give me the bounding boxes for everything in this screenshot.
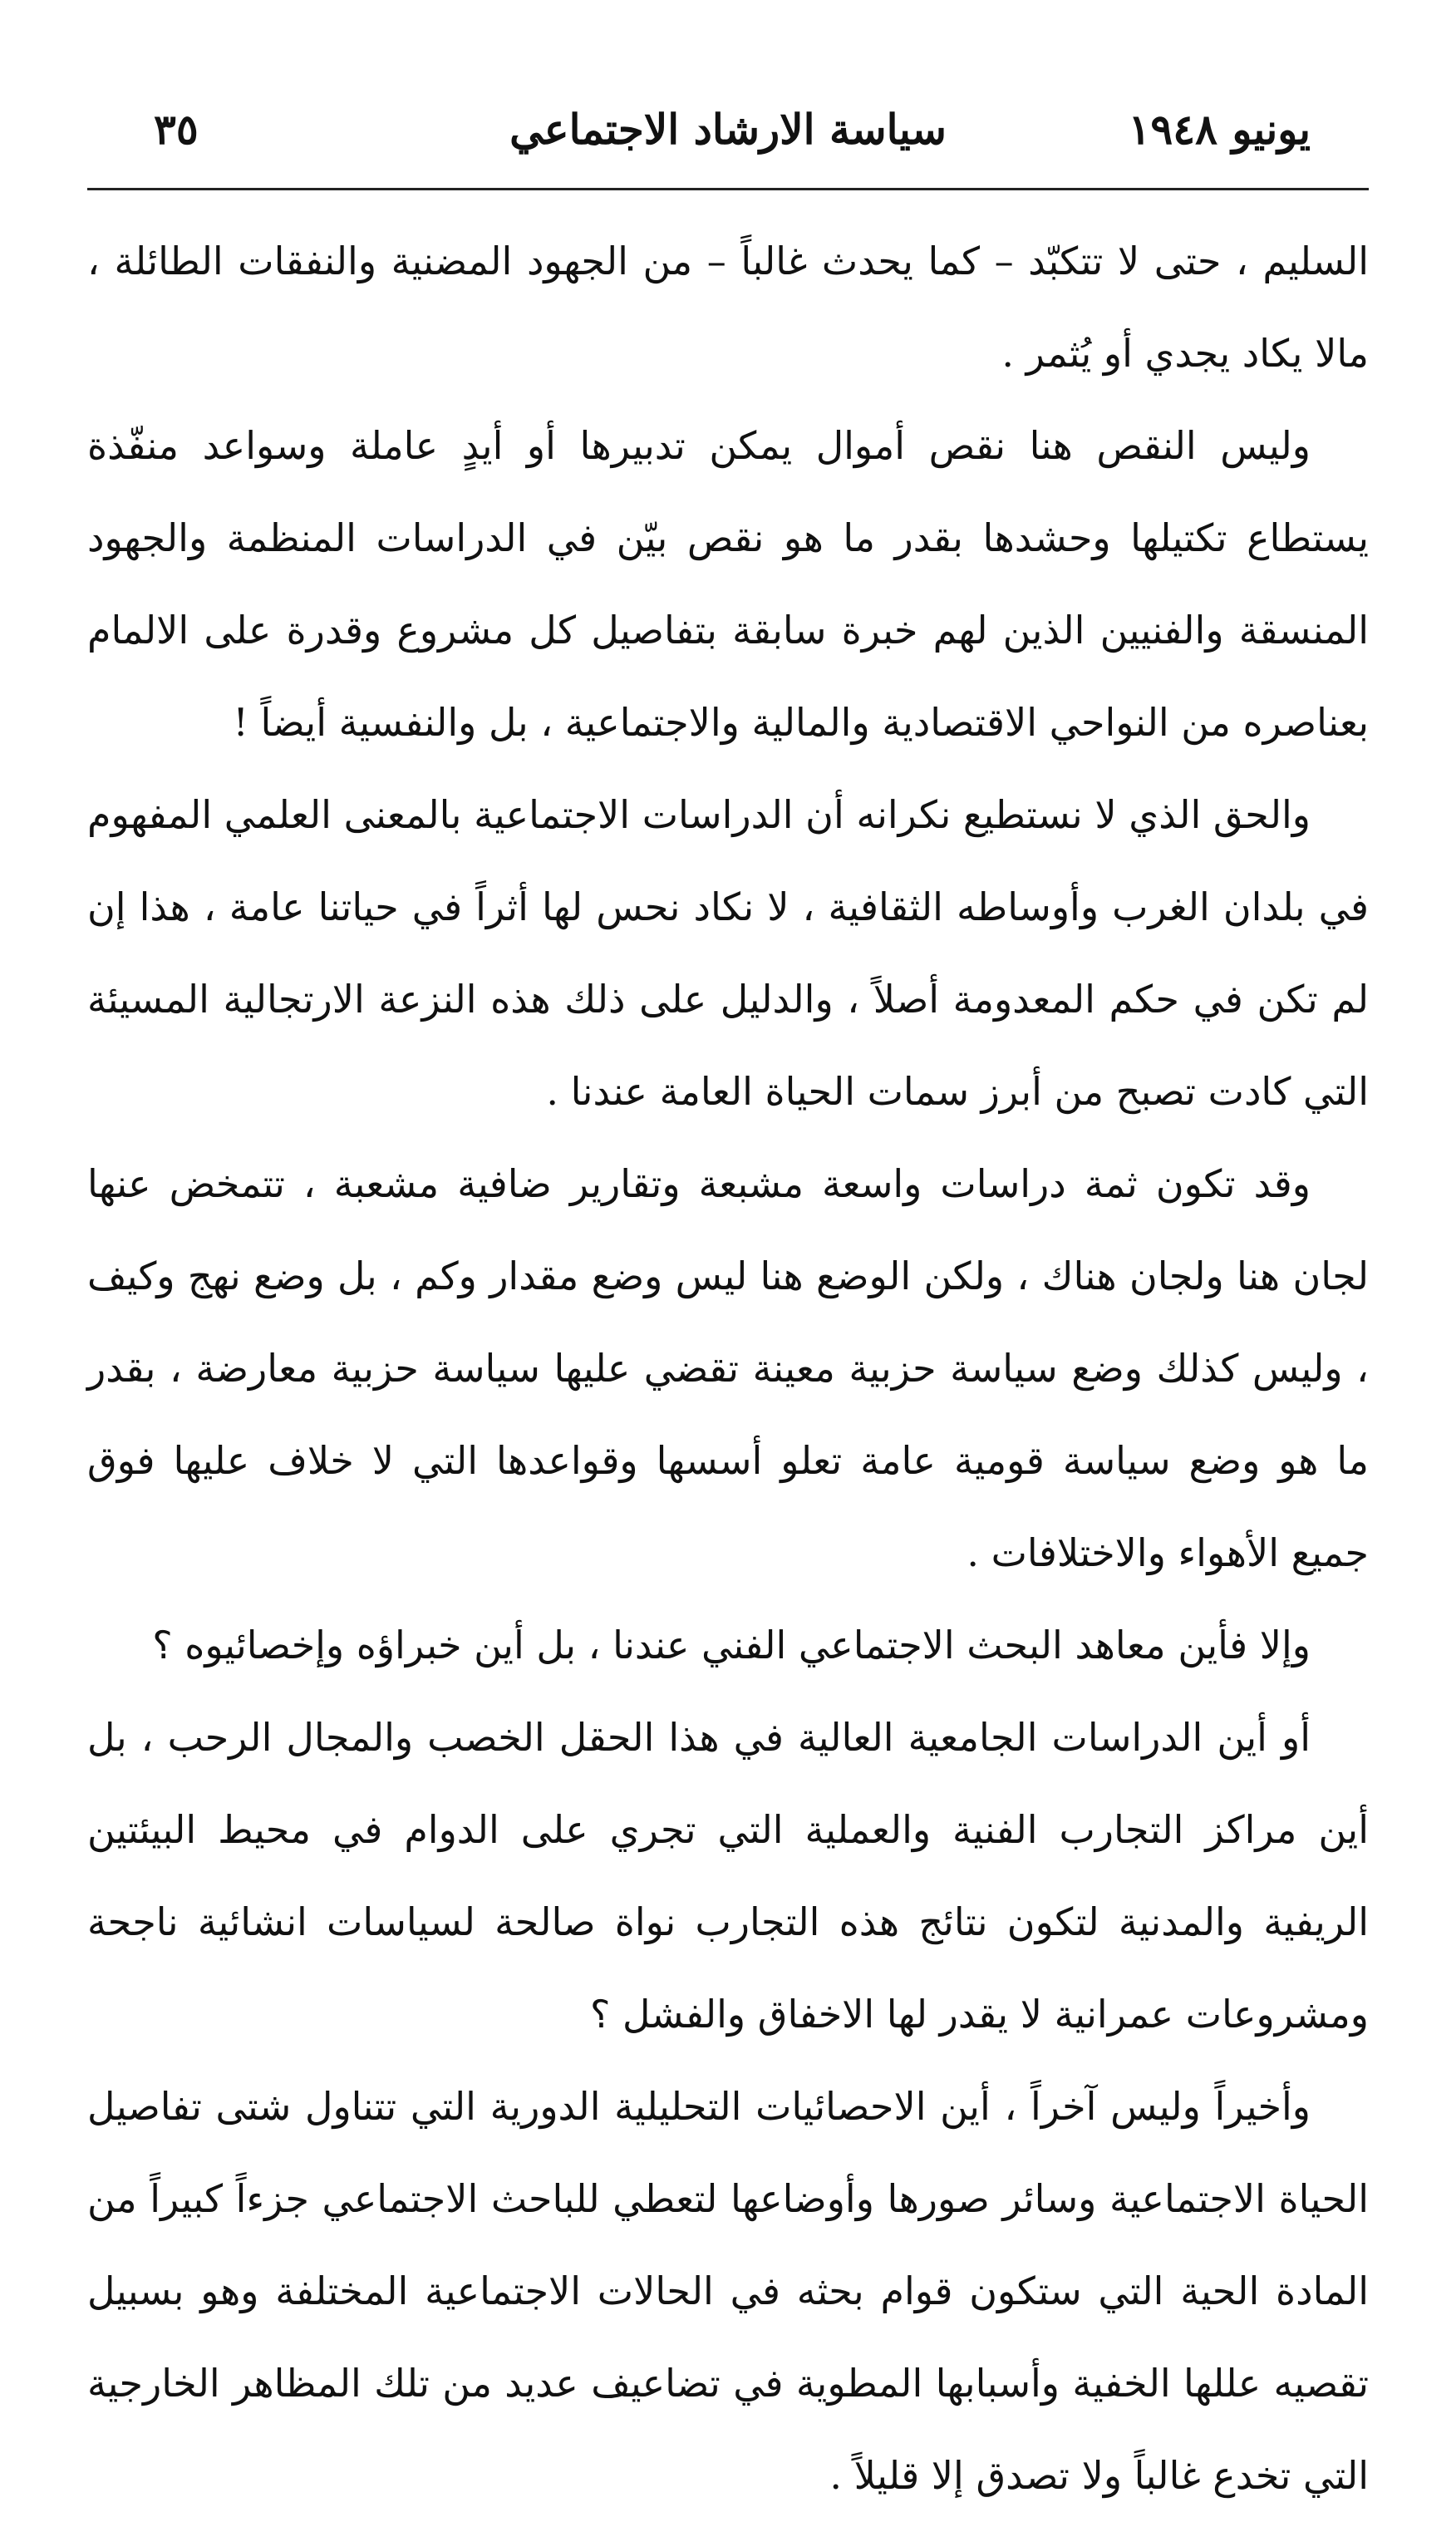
paragraph: أو أين الدراسات الجامعية العالية في هذا الحقل الخصب والمجال الرحب ، بل أين مراكز التجارب الفنية والعملية التي تجري على الدوام في محيط البيئتين الريفية والمدنية لتكون نتائج هذه التجارب نواة صالحة لسياسات انشائية ناجحة ومشروعات عمرانية لا يقدر لها الاخفاق والفشل ؟: [87, 1715, 1369, 2037]
header-rule: [87, 188, 1369, 190]
paragraph: السليم ، حتى لا تتكبّد – كما يحدث غالباً – من الجهود المضنية والنفقات الطائلة ، مالا يكاد يجدي أو يُثمر .: [87, 239, 1369, 376]
issue-date: يونيو ١٩٤٨: [1128, 105, 1311, 154]
paragraph: وإلا فأين معاهد البحث الاجتماعي الفني عندنا ، بل أين خبراؤه وإخصائيوه ؟: [152, 1623, 1311, 1667]
page-number: ٣٥: [154, 105, 199, 154]
running-title: سياسة الارشاد الاجتماعي: [509, 105, 947, 154]
paragraph: وأخيراً وليس آخراً ، أين الاحصائيات التحليلية الدورية التي تتناول شتى تفاصيل الحياة الاجتماعية وسائر صورها وأوضاعها لتعطي للباحث الاجتماعي جزءاً كبيراً من المادة الحية التي ستكون قوام بحثه في الحالات الاجتماعية المختلفة وهو بسبيل تقصيه عللها الخفية وأسبابها المطوية في تضاعيف عديد من تلك المظاهر الخارجية التي تخدع غالباً ولا تصدق إلا قليلاً .: [87, 2084, 1369, 2498]
paragraph: وقد تكون ثمة دراسات واسعة مشبعة وتقارير ضافية مشعبة ، تتمخض عنها لجان هنا ولجان هناك ، ولكن الوضع هنا ليس وضع مقدار وكم ، بل وضع نهج وكيف ، وليس كذلك وضع سياسة حزبية معينة تقضي عليها سياسة حزبية معارضة ، بقدر ما هو وضع سياسة قومية عامة تعلو أسسها وقواعدها التي لا خلاف عليها فوق جميع الأهواء والاختلافات .: [87, 1161, 1369, 1575]
paragraph: وليس النقص هنا نقص أموال يمكن تدبيرها أو أيدٍ عاملة وسواعد منفّذة يستطاع تكتيلها وحشدها بقدر ما هو نقص بيّن في الدراسات المنظمة والجهود المنسقة والفنيين الذين لهم خبرة سابقة بتفاصيل كل مشروع وقدرة على الالمام بعناصره من النواحي الاقتصادية والمالية والاجتماعية ، بل والنفسية أيضاً !: [87, 423, 1369, 745]
body-text: [87, 215, 1369, 2522]
running-header: [87, 98, 1369, 173]
paragraph: والحق الذي لا نستطيع نكرانه أن الدراسات الاجتماعية بالمعنى العلمي المفهوم في بلدان الغرب وأوساطه الثقافية ، لا نكاد نحس لها أثراً في حياتنا عامة ، هذا إن لم تكن في حكم المعدومة أصلاً ، والدليل على ذلك هذه النزعة الارتجالية المسيئة التي كادت تصبح من أبرز سمات الحياة العامة عندنا .: [87, 792, 1369, 1114]
